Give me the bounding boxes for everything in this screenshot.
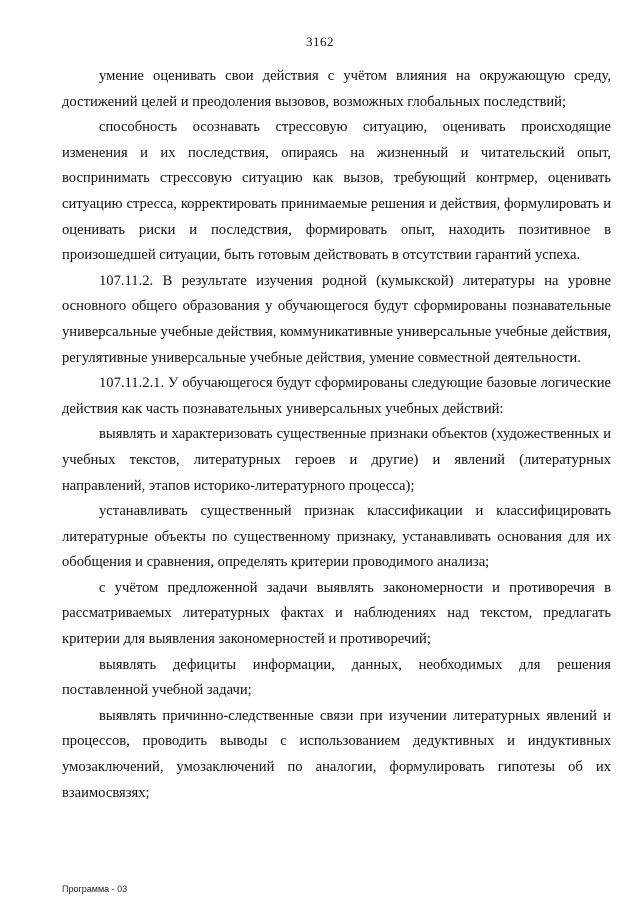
paragraph-self-assessment: умение оценивать свои действия с учётом влияния на окружающую среду, достижений целей и преодоления вызовов, возможных глобальных последствий; [62, 68, 611, 110]
paragraph-stress-awareness: способность осознавать стрессовую ситуацию, оценивать происходящие изменения и их последствия, опираясь на жизненный и читательский опыт, воспринимать стрессовую ситуацию как вызов, требующий контрмер, оценивать ситуацию стресса, корректировать принимаемые решения и действия, формулировать и оценивать риски и последствия, формировать опыт, находить позитивное в произошедшей ситуации, быть готовым действовать в отсутствии гарантий успеха. [62, 119, 611, 264]
paragraph-section-107-11-2-1: 107.11.2.1. У обучающегося будут сформированы следующие базовые логические действия как часть познавательных универсальных учебных действий: [62, 375, 611, 417]
paragraph-classification: устанавливать существенный признак классификации и классифицировать литературные объекты по существенному признаку, устанавливать основания для их обобщения и сравнения, определять критерии проводимого анализа; [62, 503, 611, 571]
paragraph-section-107-11-2: 107.11.2. В результате изучения родной (кумыкской) литературы на уровне основного общего образования у обучающегося будут сформированы познавательные универсальные учебные действия, коммуникативные универсальные учебные действия, регулятивные универсальные учебные действия, умение совместной деятельности. [62, 272, 611, 366]
document-body [62, 64, 611, 806]
page-number: 3162 [306, 34, 334, 49]
paragraph-patterns-contradictions: с учётом предложенной задачи выявлять закономерности и противоречия в рассматриваемых литературных фактах и наблюдениях над текстом, предлагать критерии для выявления закономерностей и противоречий; [62, 579, 611, 648]
paragraph-information-deficits: выявлять дефициты информации, данных, необходимых для решения поставленной учебной задачи; [62, 656, 611, 699]
paragraph-identify-features: выявлять и характеризовать существенные признаки объектов (художественных и учебных текстов, литературных героев и другие) и явлений (литературных направлений, этапов историко-литературного процесса); [62, 426, 611, 494]
paragraph-cause-effect: выявлять причинно-следственные связи при изучении литературных явлений и процессов, проводить выводы с использованием дедуктивных и индуктивных умозаключений, умозаключений по аналогии, формулировать гипотезы об их взаимосвязях; [62, 707, 611, 801]
footer-program-label: Программа - 03 [62, 884, 128, 894]
